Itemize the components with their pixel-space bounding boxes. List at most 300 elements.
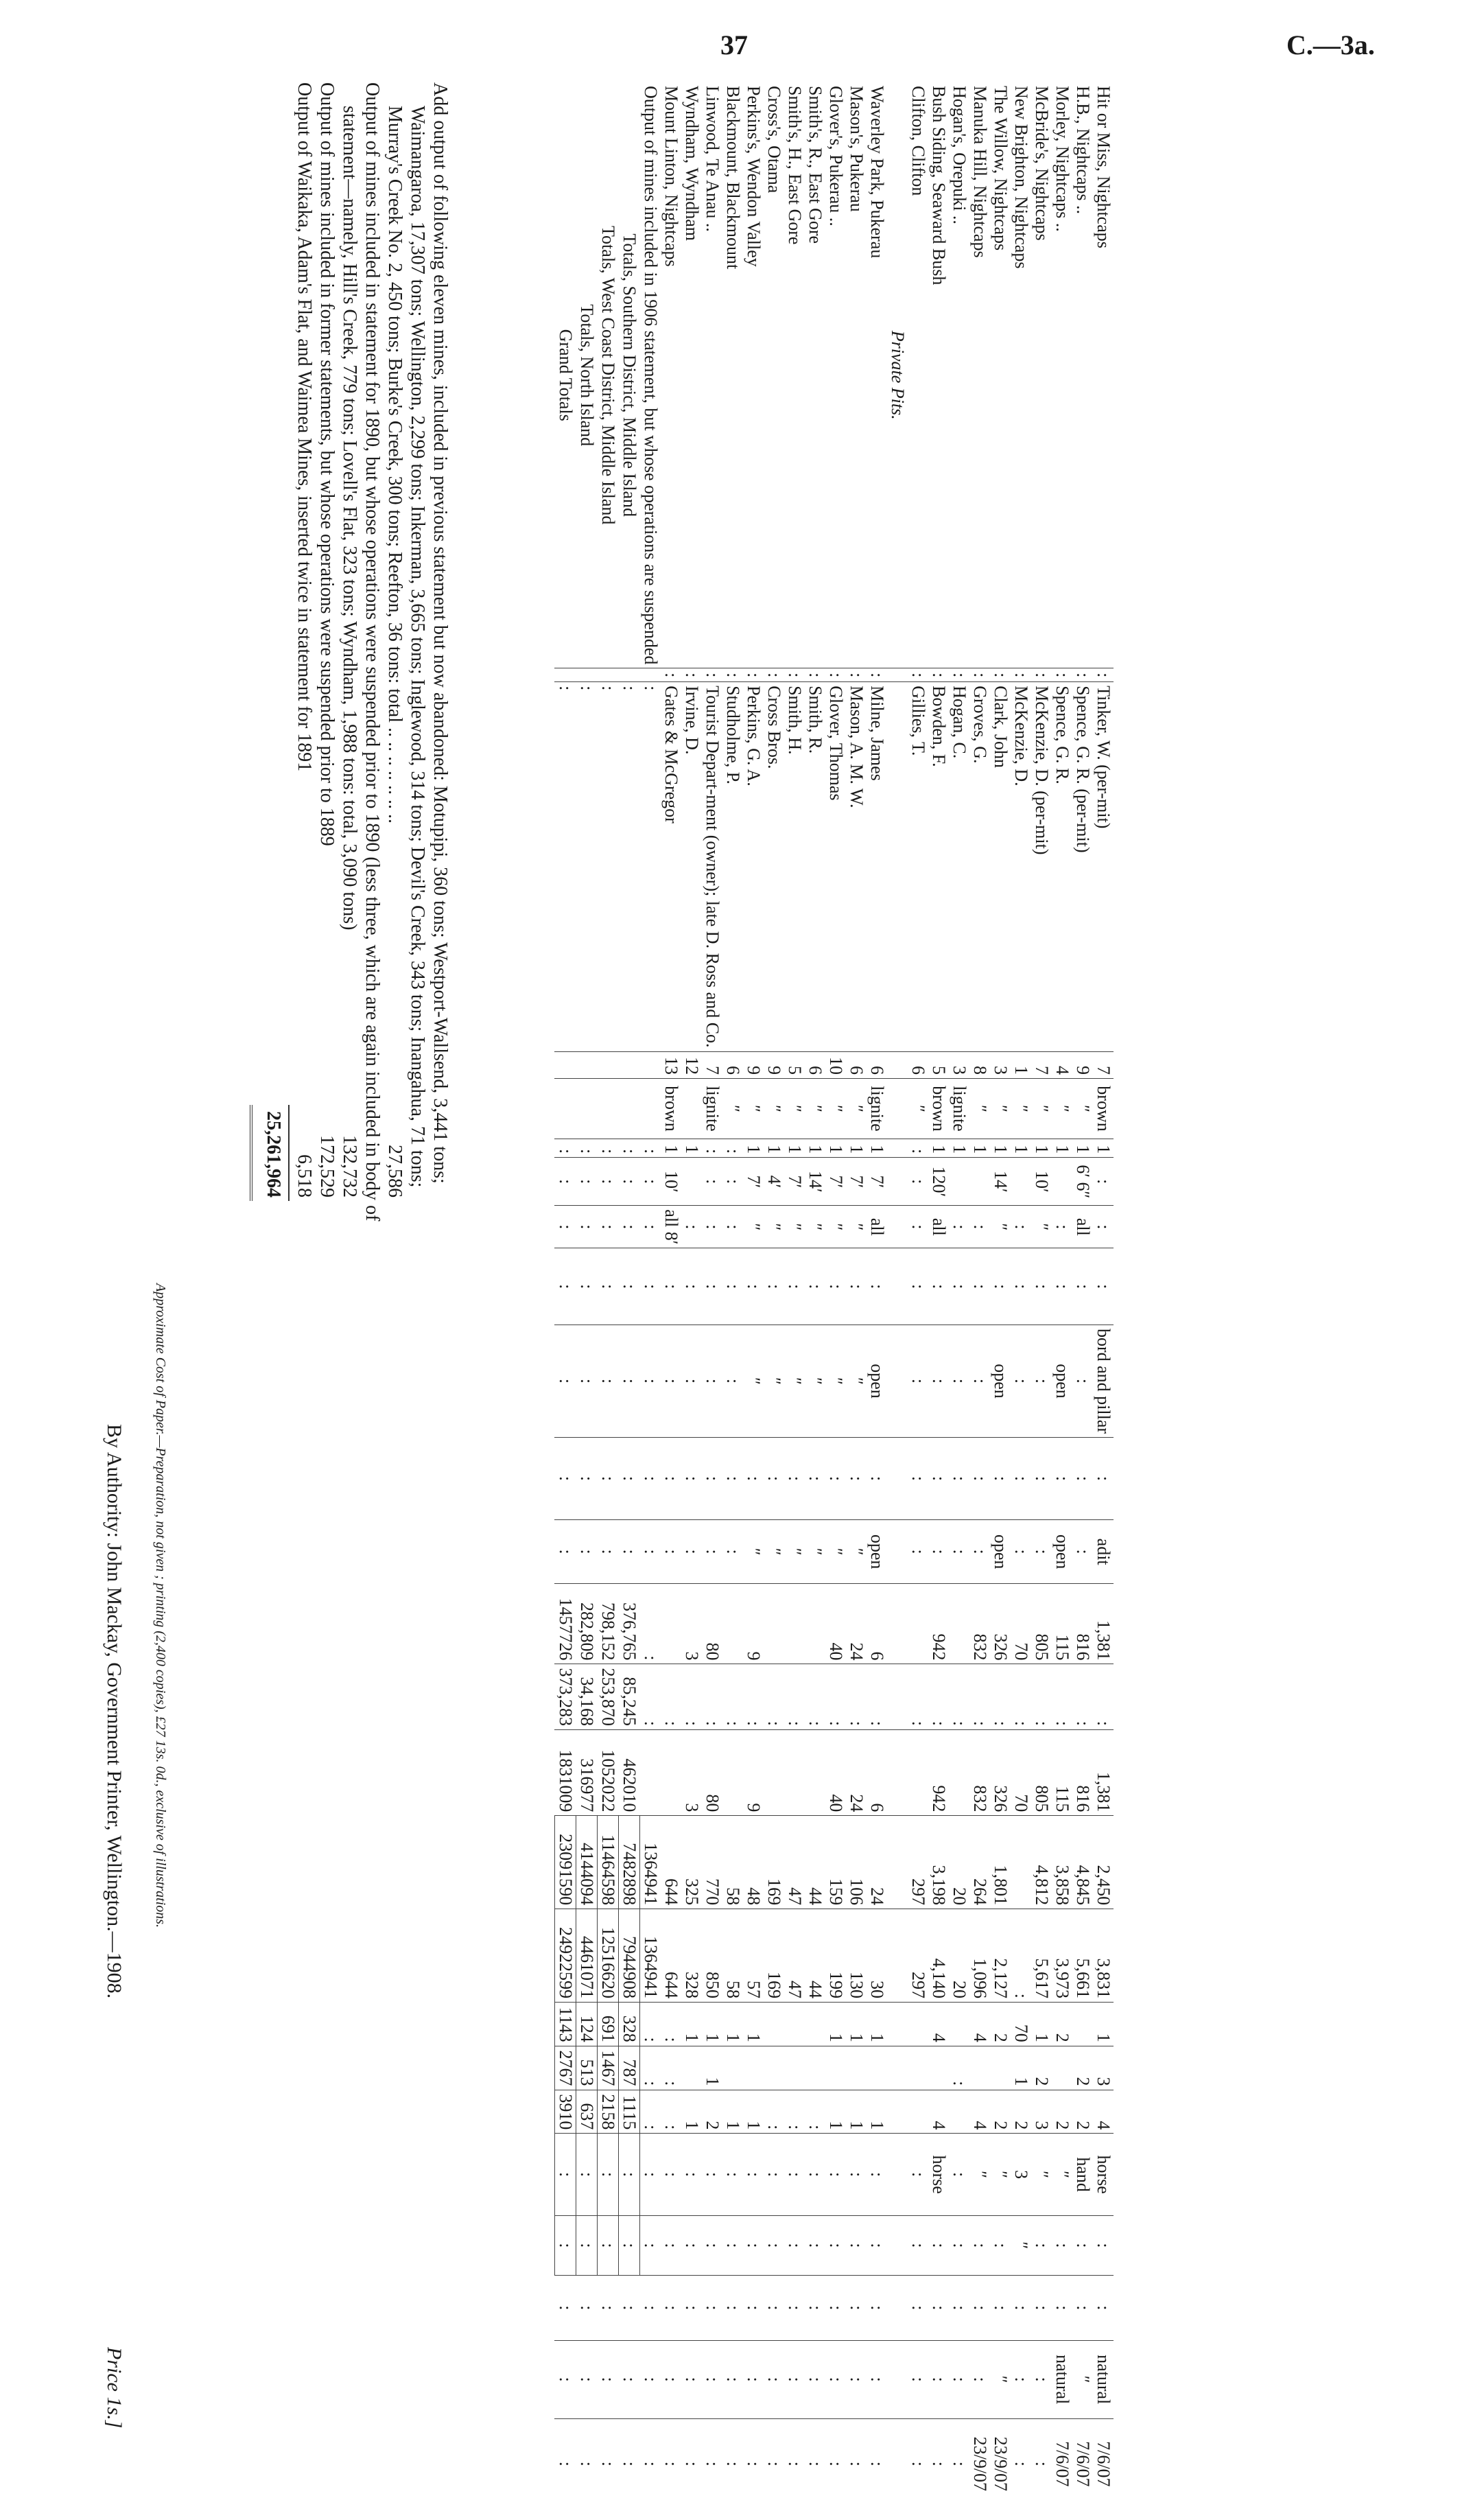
men-cell: 6	[722, 1051, 743, 1079]
inspection-date-cell: 7/6/07	[1093, 2418, 1114, 2509]
output-total-cell: 9	[743, 1729, 764, 1815]
haulage-cell: ″	[969, 2134, 990, 2216]
output-grand-cell: 1364941	[640, 1909, 661, 2003]
inspection-date-cell: :	[1011, 2418, 1031, 2509]
dots-cell: :	[1093, 668, 1114, 682]
mine-name-cell: Bush Siding, Seaward Bush	[929, 86, 949, 285]
output-total-cell: 80	[702, 1729, 722, 1815]
persons-total-cell: 1	[722, 2090, 743, 2134]
mine-name-cell: Hogan's, Orepuki ..	[950, 86, 969, 224]
output-2-cell: :	[990, 1664, 1011, 1730]
persons-total-cell	[949, 2090, 969, 2134]
coal-type-cell: ″	[1052, 1079, 1072, 1139]
note-text: Output of Waikaka, Adam's Flat, and Waimea Mines, inserted twice in statement for 1891	[294, 82, 315, 772]
seams-cell: 1	[990, 1139, 1011, 1157]
mine-name-cell: Totals, Southern District, Middle Island	[620, 233, 640, 517]
owner-cell: :	[555, 682, 576, 1051]
blank-1-cell: :	[661, 2215, 681, 2275]
persons-above-cell: 1467	[598, 2046, 619, 2090]
men-cell: 3	[990, 1051, 1011, 1079]
output-1907-cell: 40	[825, 1584, 846, 1664]
output-2-cell: :	[1011, 1664, 1031, 1730]
persons-total-cell: :	[764, 2090, 784, 2134]
output-total-cell: 70	[1011, 1729, 1031, 1815]
method-dots2-cell: :	[640, 1438, 661, 1520]
mine-name-cell: Linwood, Te Anau ..	[703, 86, 722, 232]
output-2-cell: 34,168	[576, 1664, 598, 1730]
inspection-date-cell: 23/9/07	[990, 2418, 1011, 2509]
output-total-cell	[764, 1729, 784, 1815]
persons-below-cell: 124	[576, 2003, 598, 2046]
worked-cell: :	[702, 1206, 722, 1248]
owner-cell: :	[576, 682, 598, 1051]
blank-1-cell: :	[576, 2215, 598, 2275]
output-total-cell	[640, 1729, 661, 1815]
blank-2-cell: :	[619, 2275, 640, 2340]
working-method-cell: :	[908, 1324, 928, 1437]
method-dots-cell: :	[990, 1248, 1011, 1324]
output-2-cell: :	[867, 1664, 887, 1730]
inspection-date-cell: :	[576, 2418, 598, 2509]
table-row	[825, 82, 846, 2509]
ventilation-cell: :	[1011, 2340, 1031, 2418]
persons-below-cell: 4	[969, 2003, 990, 2046]
blank-2-cell: :	[722, 2275, 743, 2340]
inspection-date-cell: :	[661, 2418, 681, 2509]
persons-total-cell: 1	[846, 2090, 867, 2134]
output-grand-cell: 57	[743, 1909, 764, 2003]
worked-cell: :	[1093, 1206, 1114, 1248]
thickness-cell: 7′	[784, 1158, 805, 1206]
coal-mines-table	[554, 82, 1114, 2509]
coal-type-cell: ″	[722, 1079, 743, 1139]
entry-cell: ″	[764, 1519, 784, 1584]
method-dots2-cell: :	[867, 1438, 887, 1520]
ventilation-cell: :	[949, 2340, 969, 2418]
thickness-cell: :	[702, 1158, 722, 1206]
blank-2-cell: :	[598, 2275, 619, 2340]
persons-below-cell: 70	[1011, 2003, 1031, 2046]
note-line: Waimangaroa, 17,307 tons; Wellington, 2,299 tons; Inkerman, 3,665 tons; Inglewood, 314 tons; Devil's Creek, 343 tons; Inangahua, 71 tons;	[407, 106, 428, 1188]
worked-cell: ″	[743, 1206, 764, 1248]
persons-below-cell: 691	[598, 2003, 619, 2046]
note-line: Output of mines included in statement for 1890, but whose operations were suspended prior to 1890 (less three, which are again included in body of	[362, 82, 383, 1222]
method-dots-cell: :	[598, 1248, 619, 1324]
inspection-date-cell: :	[702, 2418, 722, 2509]
method-dots-cell: :	[681, 1248, 702, 1324]
haulage-cell: :	[784, 2134, 805, 2216]
output-grand-cell: 30	[867, 1909, 887, 2003]
blank-1-cell: :	[1031, 2215, 1052, 2275]
coal-type-cell: ″	[1072, 1079, 1093, 1139]
cost-label: Approximate Cost of Paper.	[153, 1283, 168, 1436]
output-1907-cell	[805, 1584, 825, 1664]
coal-type-cell: brown	[928, 1079, 949, 1139]
ventilation-cell: :	[764, 2340, 784, 2418]
worked-cell: :	[619, 1206, 640, 1248]
persons-total-cell: 4	[928, 2090, 949, 2134]
haulage-cell: :	[846, 2134, 867, 2216]
inspection-date-cell: 7/6/07	[1052, 2418, 1072, 2509]
blank-2-cell: :	[681, 2275, 702, 2340]
table-row	[681, 82, 702, 2509]
table-row	[764, 82, 784, 2509]
output-1907-cell	[784, 1584, 805, 1664]
table-row	[743, 82, 764, 2509]
table-cell	[887, 1519, 908, 1584]
method-dots-cell: :	[825, 1248, 846, 1324]
persons-above-cell: 1	[1011, 2046, 1031, 2090]
coal-type-cell: lignite	[867, 1079, 887, 1139]
ventilation-cell: :	[928, 2340, 949, 2418]
mine-name-cell: McBride's, Nightcaps	[1032, 86, 1052, 241]
seams-cell: 1	[1072, 1139, 1093, 1157]
persons-above-cell	[1052, 2046, 1072, 2090]
output-previous-cell: 770	[702, 1816, 722, 1909]
ventilation-cell: :	[1031, 2340, 1052, 2418]
output-total-cell: 1,381	[1093, 1729, 1114, 1815]
entry-cell: :	[1072, 1519, 1093, 1584]
owner-cell: Gillies, T.	[908, 682, 928, 1051]
seams-cell: 1	[743, 1139, 764, 1157]
output-previous-cell: 47	[784, 1816, 805, 1909]
entry-cell: :	[969, 1519, 990, 1584]
method-dots2-cell: :	[990, 1438, 1011, 1520]
blank-2-cell: :	[1052, 2275, 1072, 2340]
persons-below-cell	[764, 2003, 784, 2046]
output-1907-cell: :	[640, 1584, 661, 1664]
table-cell	[887, 1158, 908, 1206]
blank-2-cell: :	[1031, 2275, 1052, 2340]
seams-cell: :	[598, 1139, 619, 1157]
blank-2-cell: :	[928, 2275, 949, 2340]
thickness-cell: :	[598, 1158, 619, 1206]
output-grand-cell: 4,140	[928, 1909, 949, 2003]
output-previous-cell: 23091590	[555, 1816, 576, 1909]
output-1907-cell	[949, 1584, 969, 1664]
working-method-cell: :	[576, 1324, 598, 1437]
seams-cell: :	[619, 1139, 640, 1157]
coal-type-cell: ″	[1031, 1079, 1052, 1139]
method-dots2-cell: :	[619, 1438, 640, 1520]
haulage-cell: ″	[990, 2134, 1011, 2216]
table-cell	[887, 1248, 908, 1324]
coal-type-cell	[598, 1079, 619, 1139]
output-total-cell	[661, 1729, 681, 1815]
inspection-date-cell: :	[949, 2418, 969, 2509]
persons-below-cell: :	[640, 2003, 661, 2046]
method-dots-cell: :	[661, 1248, 681, 1324]
output-2-cell: 85,245	[619, 1664, 640, 1730]
method-dots2-cell: :	[784, 1438, 805, 1520]
entry-cell: :	[661, 1519, 681, 1584]
method-dots2-cell: :	[1011, 1438, 1031, 1520]
output-total-cell: 942	[928, 1729, 949, 1815]
haulage-cell: :	[681, 2134, 702, 2216]
coal-type-cell: ″	[825, 1079, 846, 1139]
worked-cell: :	[598, 1206, 619, 1248]
dots-cell: :	[764, 668, 784, 682]
blank-2-cell: :	[949, 2275, 969, 2340]
inspection-date-cell: :	[722, 2418, 743, 2509]
seams-cell: 1	[949, 1139, 969, 1157]
output-1907-cell: 798,152	[598, 1584, 619, 1664]
coal-type-cell: brown	[661, 1079, 681, 1139]
output-total-cell: 24	[846, 1729, 867, 1815]
blank-2-cell: :	[702, 2275, 722, 2340]
entry-cell: :	[949, 1519, 969, 1584]
worked-cell: :	[681, 1206, 702, 1248]
owner-cell: Studholme, P.	[722, 682, 743, 1051]
output-2-cell: :	[722, 1664, 743, 1730]
table-row	[1031, 82, 1052, 2509]
table-row	[867, 82, 887, 2509]
men-cell	[555, 1051, 576, 1079]
men-cell: 3	[949, 1051, 969, 1079]
dots-cell: :	[722, 668, 743, 682]
output-total-cell: 1052022	[598, 1729, 619, 1815]
note-line	[316, 82, 338, 2381]
persons-above-cell: 513	[576, 2046, 598, 2090]
ventilation-cell: natural	[1093, 2340, 1114, 2418]
blank-2-cell: :	[576, 2275, 598, 2340]
entry-cell: :	[1031, 1519, 1052, 1584]
table-cell	[887, 1079, 908, 1139]
owner-cell: McKenzie, D.	[1011, 682, 1031, 1051]
output-2-cell: :	[764, 1664, 784, 1730]
working-method-cell: open	[1052, 1324, 1072, 1437]
method-dots-cell: :	[576, 1248, 598, 1324]
table-row	[1052, 82, 1072, 2509]
owner-cell: Tourist Depart-ment (owner); late D. Ross and Co.	[702, 682, 722, 1051]
mine-name-cell: Waverley Park, Pukerau	[867, 86, 887, 259]
owner-cell: Clark, John	[990, 682, 1011, 1051]
persons-total-cell: 2	[702, 2090, 722, 2134]
persons-above-cell: 2	[1072, 2046, 1093, 2090]
output-2-cell: :	[969, 1664, 990, 1730]
method-dots-cell: :	[640, 1248, 661, 1324]
seams-cell: 1	[784, 1139, 805, 1157]
coal-type-cell: ″	[1011, 1079, 1031, 1139]
blank-1-cell: :	[722, 2215, 743, 2275]
cost-text: —Preparation, not given ; printing (2,400 copies), £27 13s. 0d., exclusive of illustrations.	[153, 1435, 168, 1928]
blank-2-cell: :	[908, 2275, 928, 2340]
method-dots-cell: :	[949, 1248, 969, 1324]
persons-above-cell	[969, 2046, 990, 2090]
output-grand-cell: 24922599	[555, 1909, 576, 2003]
working-method-cell: :	[640, 1324, 661, 1437]
coal-type-cell: ″	[990, 1079, 1011, 1139]
seams-cell: 1	[1093, 1139, 1114, 1157]
entry-cell: ″	[805, 1519, 825, 1584]
inspection-date-cell: 7/6/07	[1072, 2418, 1093, 2509]
haulage-cell: ″	[1052, 2134, 1072, 2216]
blank-2-cell: :	[805, 2275, 825, 2340]
output-previous-cell: 3,858	[1052, 1816, 1072, 1909]
worked-cell: :	[576, 1206, 598, 1248]
output-1907-cell	[764, 1584, 784, 1664]
persons-below-cell	[1072, 2003, 1093, 2046]
persons-total-cell: :	[661, 2090, 681, 2134]
mine-name-cell: H.B., Nightcaps ..	[1073, 86, 1093, 215]
output-1907-cell	[908, 1584, 928, 1664]
worked-cell: :	[640, 1206, 661, 1248]
blank-1-cell: :	[928, 2215, 949, 2275]
method-dots2-cell: :	[805, 1438, 825, 1520]
method-dots2-cell: :	[1093, 1438, 1114, 1520]
method-dots2-cell: :	[1072, 1438, 1093, 1520]
coal-type-cell	[555, 1079, 576, 1139]
coal-type-cell	[619, 1079, 640, 1139]
haulage-cell: :	[825, 2134, 846, 2216]
working-method-cell: :	[702, 1324, 722, 1437]
worked-cell: ″	[784, 1206, 805, 1248]
seams-cell: 1	[846, 1139, 867, 1157]
table-row	[1011, 82, 1031, 2509]
table-cell	[887, 1438, 908, 1520]
seams-cell: :	[640, 1139, 661, 1157]
entry-cell: :	[555, 1519, 576, 1584]
worked-cell: :	[555, 1206, 576, 1248]
output-previous-cell: 58	[722, 1816, 743, 1909]
method-dots2-cell: :	[702, 1438, 722, 1520]
seams-cell: 1	[805, 1139, 825, 1157]
working-method-cell: :	[928, 1324, 949, 1437]
men-cell: 9	[1072, 1051, 1093, 1079]
seams-cell: 1	[661, 1139, 681, 1157]
ventilation-cell: ″	[990, 2340, 1011, 2418]
inspection-date-cell: :	[598, 2418, 619, 2509]
persons-above-cell	[764, 2046, 784, 2090]
table-row	[661, 82, 681, 2509]
section-heading: Private Pits.	[888, 330, 908, 420]
worked-cell: ″	[846, 1206, 867, 1248]
haulage-cell: 3	[1011, 2134, 1031, 2216]
output-grand-cell: 12516620	[598, 1909, 619, 2003]
inspection-date-cell: :	[908, 2418, 928, 2509]
method-dots2-cell: :	[928, 1438, 949, 1520]
thickness-cell: :	[722, 1158, 743, 1206]
mine-name-cell: Smith's, R., East Gore	[805, 86, 825, 244]
blank-2-cell: :	[784, 2275, 805, 2340]
table-cell	[887, 2215, 908, 2275]
output-grand-cell: 7944908	[619, 1909, 640, 2003]
haulage-cell: :	[619, 2134, 640, 2216]
blank-2-cell: :	[555, 2275, 576, 2340]
table-row	[619, 82, 640, 2509]
output-previous-cell: 169	[764, 1816, 784, 1909]
seams-cell: 1	[1031, 1139, 1052, 1157]
dots-cell: :	[702, 668, 722, 682]
blank-1-cell: ″	[1011, 2215, 1031, 2275]
thickness-cell: 120′	[928, 1158, 949, 1206]
seams-cell: :	[722, 1139, 743, 1157]
note-amount: 27,586	[384, 1145, 405, 1198]
thickness-cell: 10′	[661, 1158, 681, 1206]
persons-below-cell: 1	[681, 2003, 702, 2046]
inspection-date-cell: :	[681, 2418, 702, 2509]
output-total-cell: 816	[1072, 1729, 1093, 1815]
method-dots-cell: :	[743, 1248, 764, 1324]
worked-cell: :	[969, 1206, 990, 1248]
owner-cell: Glover, Thomas	[825, 682, 846, 1051]
haulage-cell: :	[805, 2134, 825, 2216]
output-1907-cell: 9	[743, 1584, 764, 1664]
method-dots2-cell: :	[661, 1438, 681, 1520]
method-dots2-cell: :	[598, 1438, 619, 1520]
persons-below-cell: 1	[867, 2003, 887, 2046]
persons-below-cell: 1	[722, 2003, 743, 2046]
table-cell	[887, 1816, 908, 1909]
output-1907-cell: 832	[969, 1584, 990, 1664]
table-row	[990, 82, 1011, 2509]
men-cell: 6	[867, 1051, 887, 1079]
entry-cell: open	[990, 1519, 1011, 1584]
seams-cell: 1	[928, 1139, 949, 1157]
blank-1-cell: :	[805, 2215, 825, 2275]
output-2-cell: :	[1052, 1664, 1072, 1730]
output-2-cell: :	[1093, 1664, 1114, 1730]
coal-type-cell: brown	[1093, 1079, 1114, 1139]
output-total-cell: 316977	[576, 1729, 598, 1815]
method-dots-cell: :	[1011, 1248, 1031, 1324]
cost-note	[152, 1283, 168, 1928]
worked-cell: :	[908, 1206, 928, 1248]
entry-cell: ″	[784, 1519, 805, 1584]
working-method-cell: ″	[846, 1324, 867, 1437]
persons-below-cell: 4	[928, 2003, 949, 2046]
output-previous-cell: 159	[825, 1816, 846, 1909]
haulage-cell: :	[640, 2134, 661, 2216]
worked-cell: all	[928, 1206, 949, 1248]
seams-cell: 1	[1052, 1139, 1072, 1157]
method-dots-cell: :	[1031, 1248, 1052, 1324]
blank-1-cell: :	[702, 2215, 722, 2275]
inspection-date-cell: :	[784, 2418, 805, 2509]
blank-1-cell: :	[619, 2215, 640, 2275]
owner-cell: :	[619, 682, 640, 1051]
output-previous-cell: 106	[846, 1816, 867, 1909]
haulage-cell: :	[576, 2134, 598, 2216]
thickness-cell: 7′	[743, 1158, 764, 1206]
men-cell: 4	[1052, 1051, 1072, 1079]
blank-2-cell: :	[867, 2275, 887, 2340]
method-dots2-cell: :	[908, 1438, 928, 1520]
coal-type-cell	[681, 1079, 702, 1139]
working-method-cell: :	[661, 1324, 681, 1437]
thickness-cell	[969, 1158, 990, 1206]
ventilation-cell: :	[908, 2340, 928, 2418]
men-cell: 13	[661, 1051, 681, 1079]
inspection-date-cell: :	[928, 2418, 949, 2509]
table-cell	[887, 2340, 908, 2418]
note-line	[293, 82, 316, 2381]
dots-cell: :	[990, 668, 1011, 682]
haulage-cell: :	[702, 2134, 722, 2216]
seams-cell: :	[576, 1139, 598, 1157]
persons-below-cell: 1	[743, 2003, 764, 2046]
persons-above-cell: :	[640, 2046, 661, 2090]
sum-rule	[288, 1105, 290, 1201]
output-grand-cell: 328	[681, 1909, 702, 2003]
persons-below-cell: 2	[1052, 2003, 1072, 2046]
dots-cell	[619, 668, 640, 682]
output-grand-cell: :	[1011, 1909, 1031, 2003]
mine-name-cell: Wyndham, Wyndham	[682, 86, 702, 242]
method-dots-cell: :	[784, 1248, 805, 1324]
working-method-cell: :	[722, 1324, 743, 1437]
output-total-cell: 40	[825, 1729, 846, 1815]
